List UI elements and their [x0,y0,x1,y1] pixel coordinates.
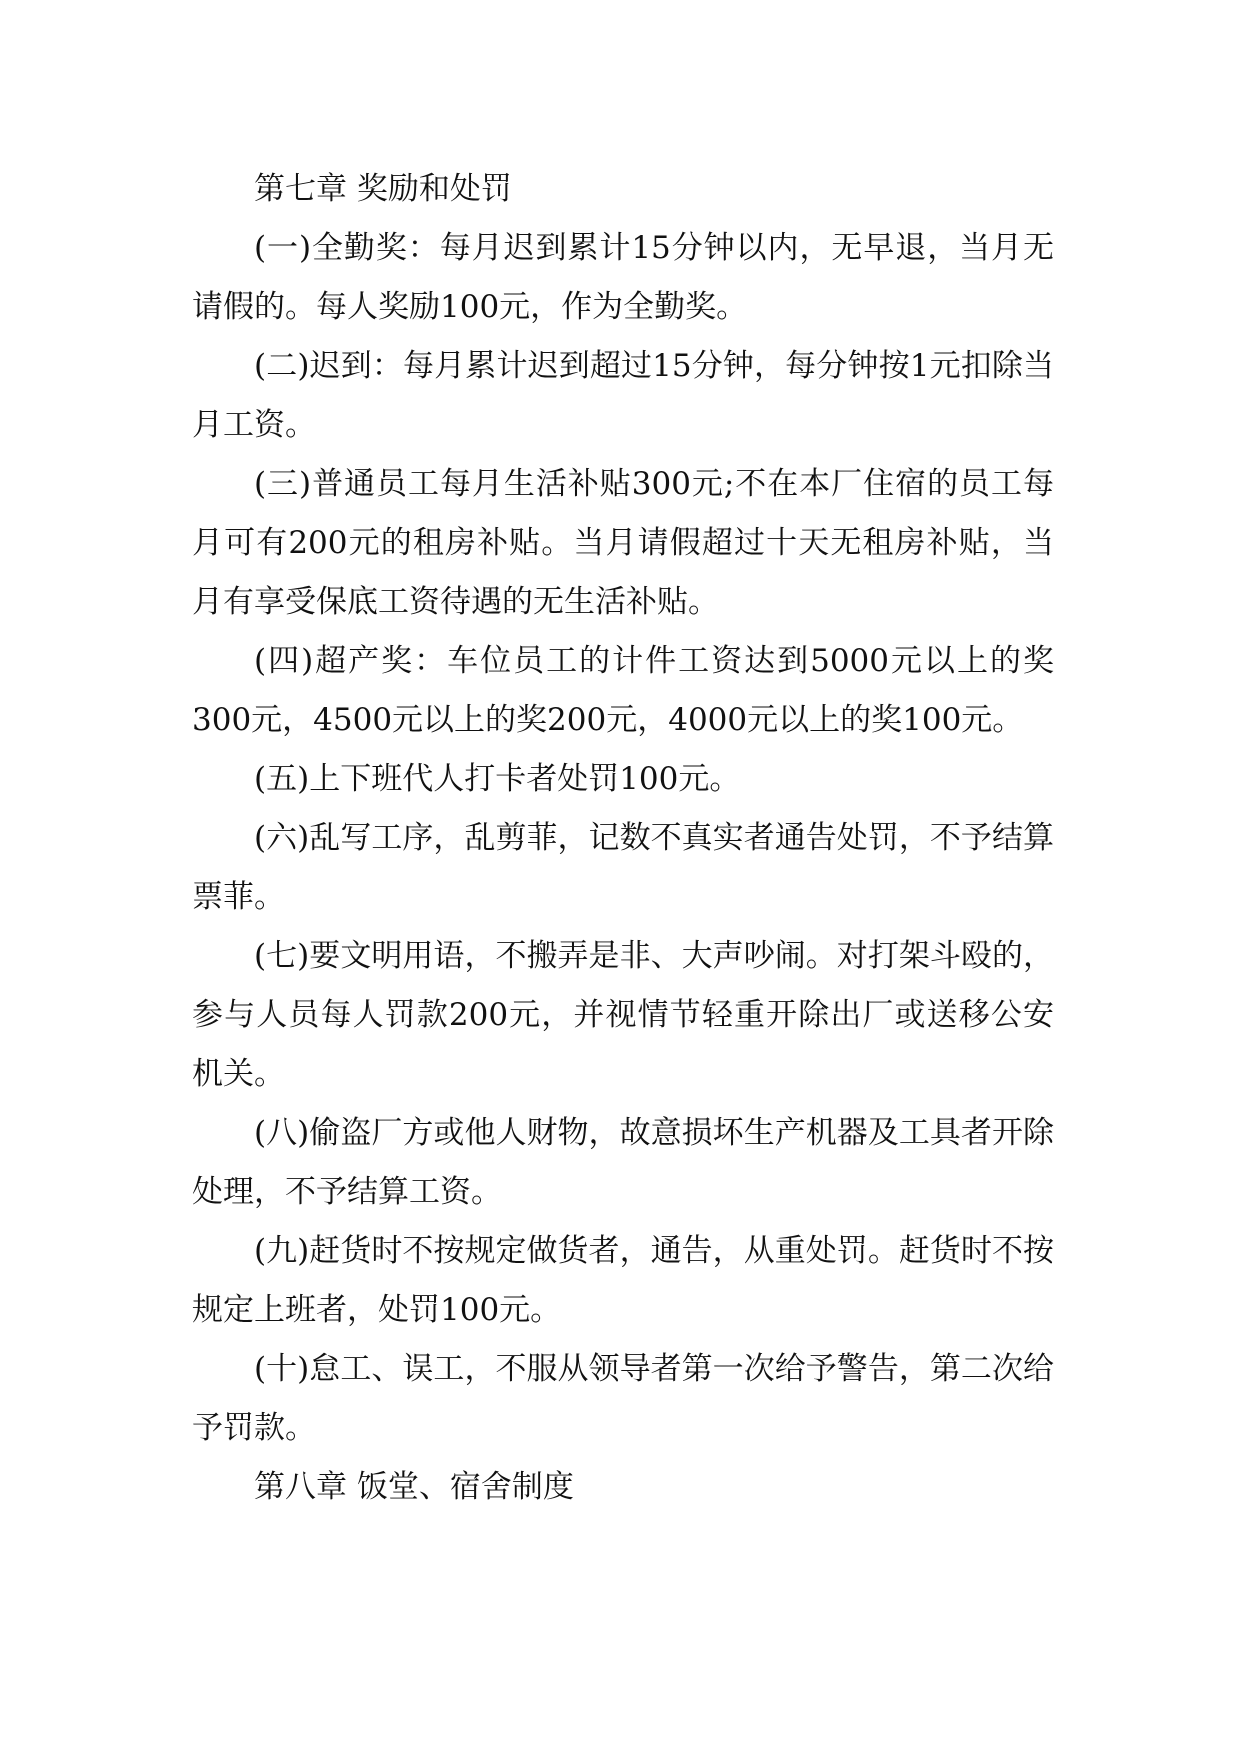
chapter-7-title: 第七章 奖励和处罚 [254,171,512,207]
paragraph-5-proxy-clocking: (五)上下班代人打卡者处罚100元。 [254,761,741,797]
paragraph-10-slacking: (十)怠工、误工，不服从领导者第一次给予警告，第二次给予罚款。 [192,1351,1054,1446]
chapter-8-title: 第八章 饭堂、宿舍制度 [254,1469,574,1505]
paragraph-2-lateness: (二)迟到：每月累计迟到超过15分钟，每分钟按1元扣除当月工资。 [192,348,1054,443]
paragraph-7-conduct: (七)要文明用语，不搬弄是非、大声吵闹。对打架斗殴的，参与人员每人罚款200元，并视情节轻重开除出厂或送移公安机关。 [192,938,1054,1092]
paragraph-1-full-attendance: (一)全勤奖：每月迟到累计15分钟以内，无早退，当月无请假的。每人奖励100元，作为全勤奖。 [192,230,1054,325]
document-page [192,160,1054,1517]
paragraph-8-theft: (八)偷盗厂方或他人财物，故意损坏生产机器及工具者开除处理，不予结算工资。 [192,1115,1054,1210]
paragraph-9-rush-orders: (九)赶货时不按规定做货者，通告，从重处罚。赶货时不按规定上班者，处罚100元。 [192,1233,1054,1328]
paragraph-6-false-records: (六)乱写工序，乱剪菲，记数不真实者通告处罚，不予结算票菲。 [192,820,1054,915]
paragraph-4-overproduction-bonus: (四)超产奖：车位员工的计件工资达到5000元以上的奖300元，4500元以上的奖200元，4000元以上的奖100元。 [192,643,1054,738]
paragraph-3-subsidy: (三)普通员工每月生活补贴300元;不在本厂住宿的员工每月可有200元的租房补贴。当月请假超过十天无租房补贴，当月有享受保底工资待遇的无生活补贴。 [192,466,1054,620]
